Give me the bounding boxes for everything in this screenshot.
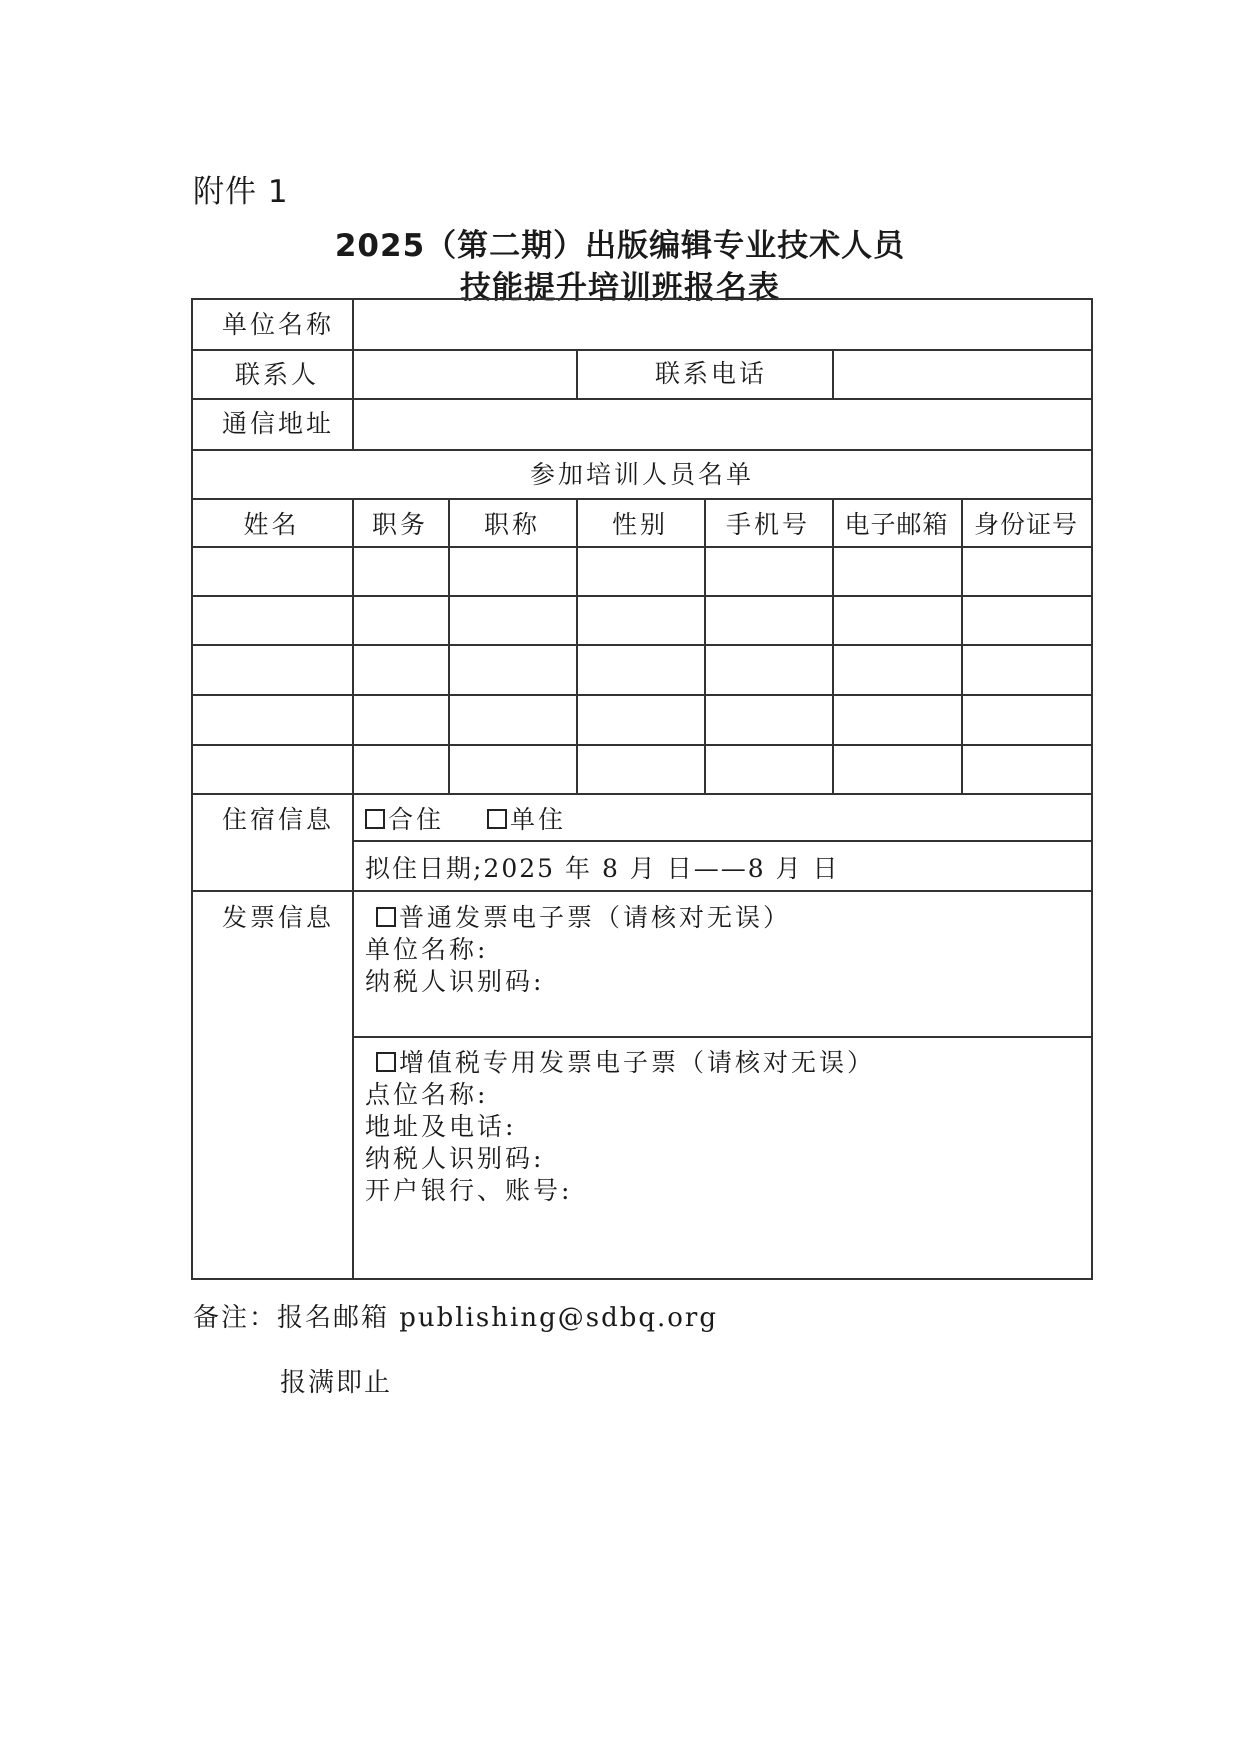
row-divider: [191, 498, 1093, 500]
col-divider: [576, 349, 578, 398]
column-header-name: 姓名: [243, 510, 300, 539]
address-label: 通信地址: [222, 409, 335, 438]
row-divider: [191, 349, 1093, 351]
row-divider: [191, 595, 1093, 597]
column-header-gender: 性别: [611, 510, 668, 539]
invoice-vat-bank-account: 开户银行、账号:: [365, 1176, 573, 1205]
invoice-general-unit-name: 单位名称:: [365, 935, 489, 964]
checkbox-icon[interactable]: [376, 907, 396, 927]
lodging-option-single-label: 单住: [510, 805, 567, 834]
lodging-option-single[interactable]: [487, 800, 566, 836]
col-divider: [352, 298, 354, 398]
row-divider: [191, 694, 1093, 696]
form-title-line1: 2025（第二期）出版编辑专业技术人员: [334, 228, 906, 264]
col-divider: [832, 498, 834, 793]
col-divider: [704, 498, 706, 793]
checkbox-icon[interactable]: [487, 809, 507, 829]
column-header-mobile: 手机号: [725, 510, 810, 539]
col-divider: [448, 498, 450, 793]
checkbox-icon[interactable]: [376, 1052, 396, 1072]
row-divider: [191, 546, 1093, 548]
col-divider: [961, 498, 963, 793]
table-left-border: [191, 298, 193, 1280]
unit-name-label: 单位名称: [222, 310, 335, 339]
row-divider: [191, 449, 1093, 451]
row-divider: [191, 398, 1093, 400]
column-header-position: 职务: [371, 510, 428, 539]
footer-note-full: 报满即止: [280, 1368, 393, 1398]
form-title-line2: 技能提升培训班报名表: [460, 270, 780, 306]
lodging-option-shared[interactable]: [365, 800, 444, 836]
invoice-vat-address-phone: 地址及电话:: [365, 1112, 517, 1141]
row-divider: [352, 840, 1093, 842]
footer-note: 备注：报名邮箱 publishing@sdbq.org: [193, 1303, 718, 1333]
table-top-border: [191, 298, 1093, 300]
invoice-vat-option[interactable]: [376, 1043, 875, 1079]
attachment-label: 附件 1: [193, 174, 289, 210]
invoice-vat-unit-name: 点位名称:: [365, 1080, 489, 1109]
lodging-option-shared-label: 合住: [388, 805, 445, 834]
column-header-email: 电子邮箱: [844, 510, 949, 539]
col-divider: [576, 498, 578, 793]
invoice-vat-tax-id: 纳税人识别码:: [365, 1144, 545, 1173]
participants-header: 参加培训人员名单: [529, 460, 754, 489]
col-divider: [352, 398, 354, 449]
lodging-label: 住宿信息: [222, 805, 335, 834]
invoice-general-tax-id: 纳税人识别码:: [365, 967, 545, 996]
column-header-title: 职称: [483, 510, 540, 539]
invoice-general-option[interactable]: [376, 898, 791, 934]
invoice-general-title: 普通发票电子票（请核对无误）: [399, 903, 792, 932]
table-bottom-border: [191, 1278, 1093, 1280]
checkbox-icon[interactable]: [365, 809, 385, 829]
row-divider: [191, 644, 1093, 646]
row-divider: [191, 890, 1093, 892]
row-divider: [191, 744, 1093, 746]
contact-label: 联系人: [235, 360, 320, 389]
row-divider: [352, 1036, 1093, 1038]
stay-date-text: 拟住日期;2025 年 8 月 日——8 月 日: [365, 854, 840, 883]
invoice-label: 发票信息: [222, 903, 335, 932]
invoice-vat-title: 增值税专用发票电子票（请核对无误）: [399, 1048, 876, 1077]
row-divider: [191, 793, 1093, 795]
col-divider: [352, 498, 354, 1278]
column-header-id-number: 身份证号: [973, 510, 1078, 539]
phone-label: 联系电话: [655, 359, 768, 388]
col-divider: [832, 349, 834, 398]
table-right-border: [1091, 298, 1093, 1278]
